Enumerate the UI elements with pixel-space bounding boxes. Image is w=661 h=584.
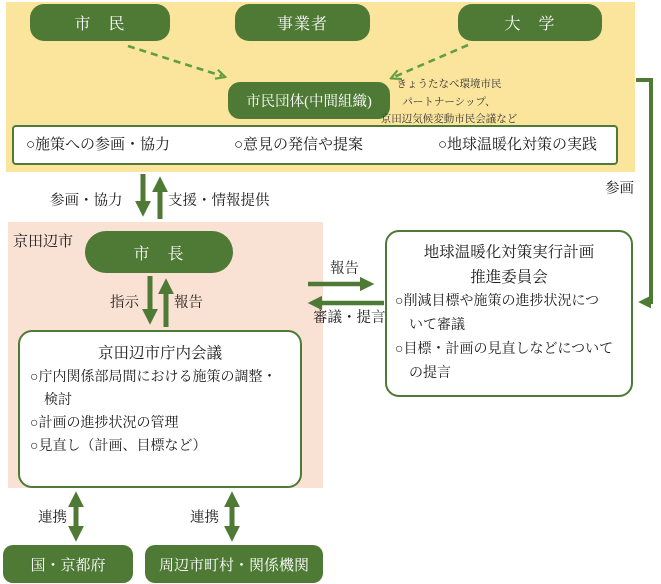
- label-cooperation-left: 連携: [38, 510, 67, 526]
- promotion-committee-box: [385, 230, 633, 397]
- label-cooperation-right: 連携: [190, 510, 219, 526]
- note-line: 京田辺気候変動市民会議など: [380, 114, 518, 125]
- label-deliberation-proposal: 審議・提言: [313, 310, 386, 326]
- roles-strip: [12, 125, 618, 165]
- businesses-box: 事業者: [235, 4, 370, 41]
- label-report-up: 報告: [174, 295, 203, 311]
- label-participation-cooperation: 参画・協力: [50, 193, 123, 209]
- label-participation: 参画: [605, 181, 634, 197]
- conference-item: ○計画の進捗状況の管理: [30, 416, 179, 431]
- conference-item: ○見直し（計画、目標など）: [30, 439, 207, 454]
- university-box: 大 学: [458, 4, 602, 41]
- role-item: ○地球温暖化対策の実践: [438, 137, 598, 153]
- label-instruction: 指示: [110, 295, 139, 311]
- citizen-group-note: [374, 76, 524, 129]
- conference-title: 京田辺市庁内会議: [97, 345, 222, 362]
- connector-participation-to-committee: [636, 80, 651, 302]
- role-item: ○施策への参画・協力: [26, 137, 171, 153]
- note-line: きょうたなべ環境市民: [396, 79, 502, 90]
- citizen-group-box: 市民団体(中間組織): [228, 82, 390, 119]
- role-item: ○意見の発信や提案: [234, 137, 364, 153]
- committee-title-line1: 地球温暖化対策実行計画: [423, 244, 595, 261]
- city-label: 京田辺市: [13, 234, 74, 250]
- mayor-box: 市 長: [85, 231, 233, 273]
- committee-item-cont: の提言: [409, 366, 451, 381]
- conference-item: ○庁内関係部局間における施策の調整・: [30, 370, 277, 385]
- neighboring-municipalities-box: 周辺市町村・関係機関: [145, 545, 323, 583]
- note-line: パートナーシップ、: [402, 96, 496, 108]
- city-conference-box: [18, 330, 302, 488]
- committee-item-cont: いて審議: [409, 318, 465, 333]
- conference-item-cont: 検討: [44, 393, 72, 408]
- national-prefecture-box: 国・京都府: [3, 545, 133, 583]
- committee-title-line2: 推進委員会: [470, 269, 548, 286]
- committee-item: ○目標・計画の見直しなどについて: [395, 342, 614, 357]
- label-support-info: 支援・情報提供: [168, 193, 270, 209]
- committee-item: ○削減目標や施策の進捗状況につ: [395, 294, 600, 309]
- citizens-box: 市 民: [30, 4, 170, 41]
- label-report-right: 報告: [330, 261, 359, 277]
